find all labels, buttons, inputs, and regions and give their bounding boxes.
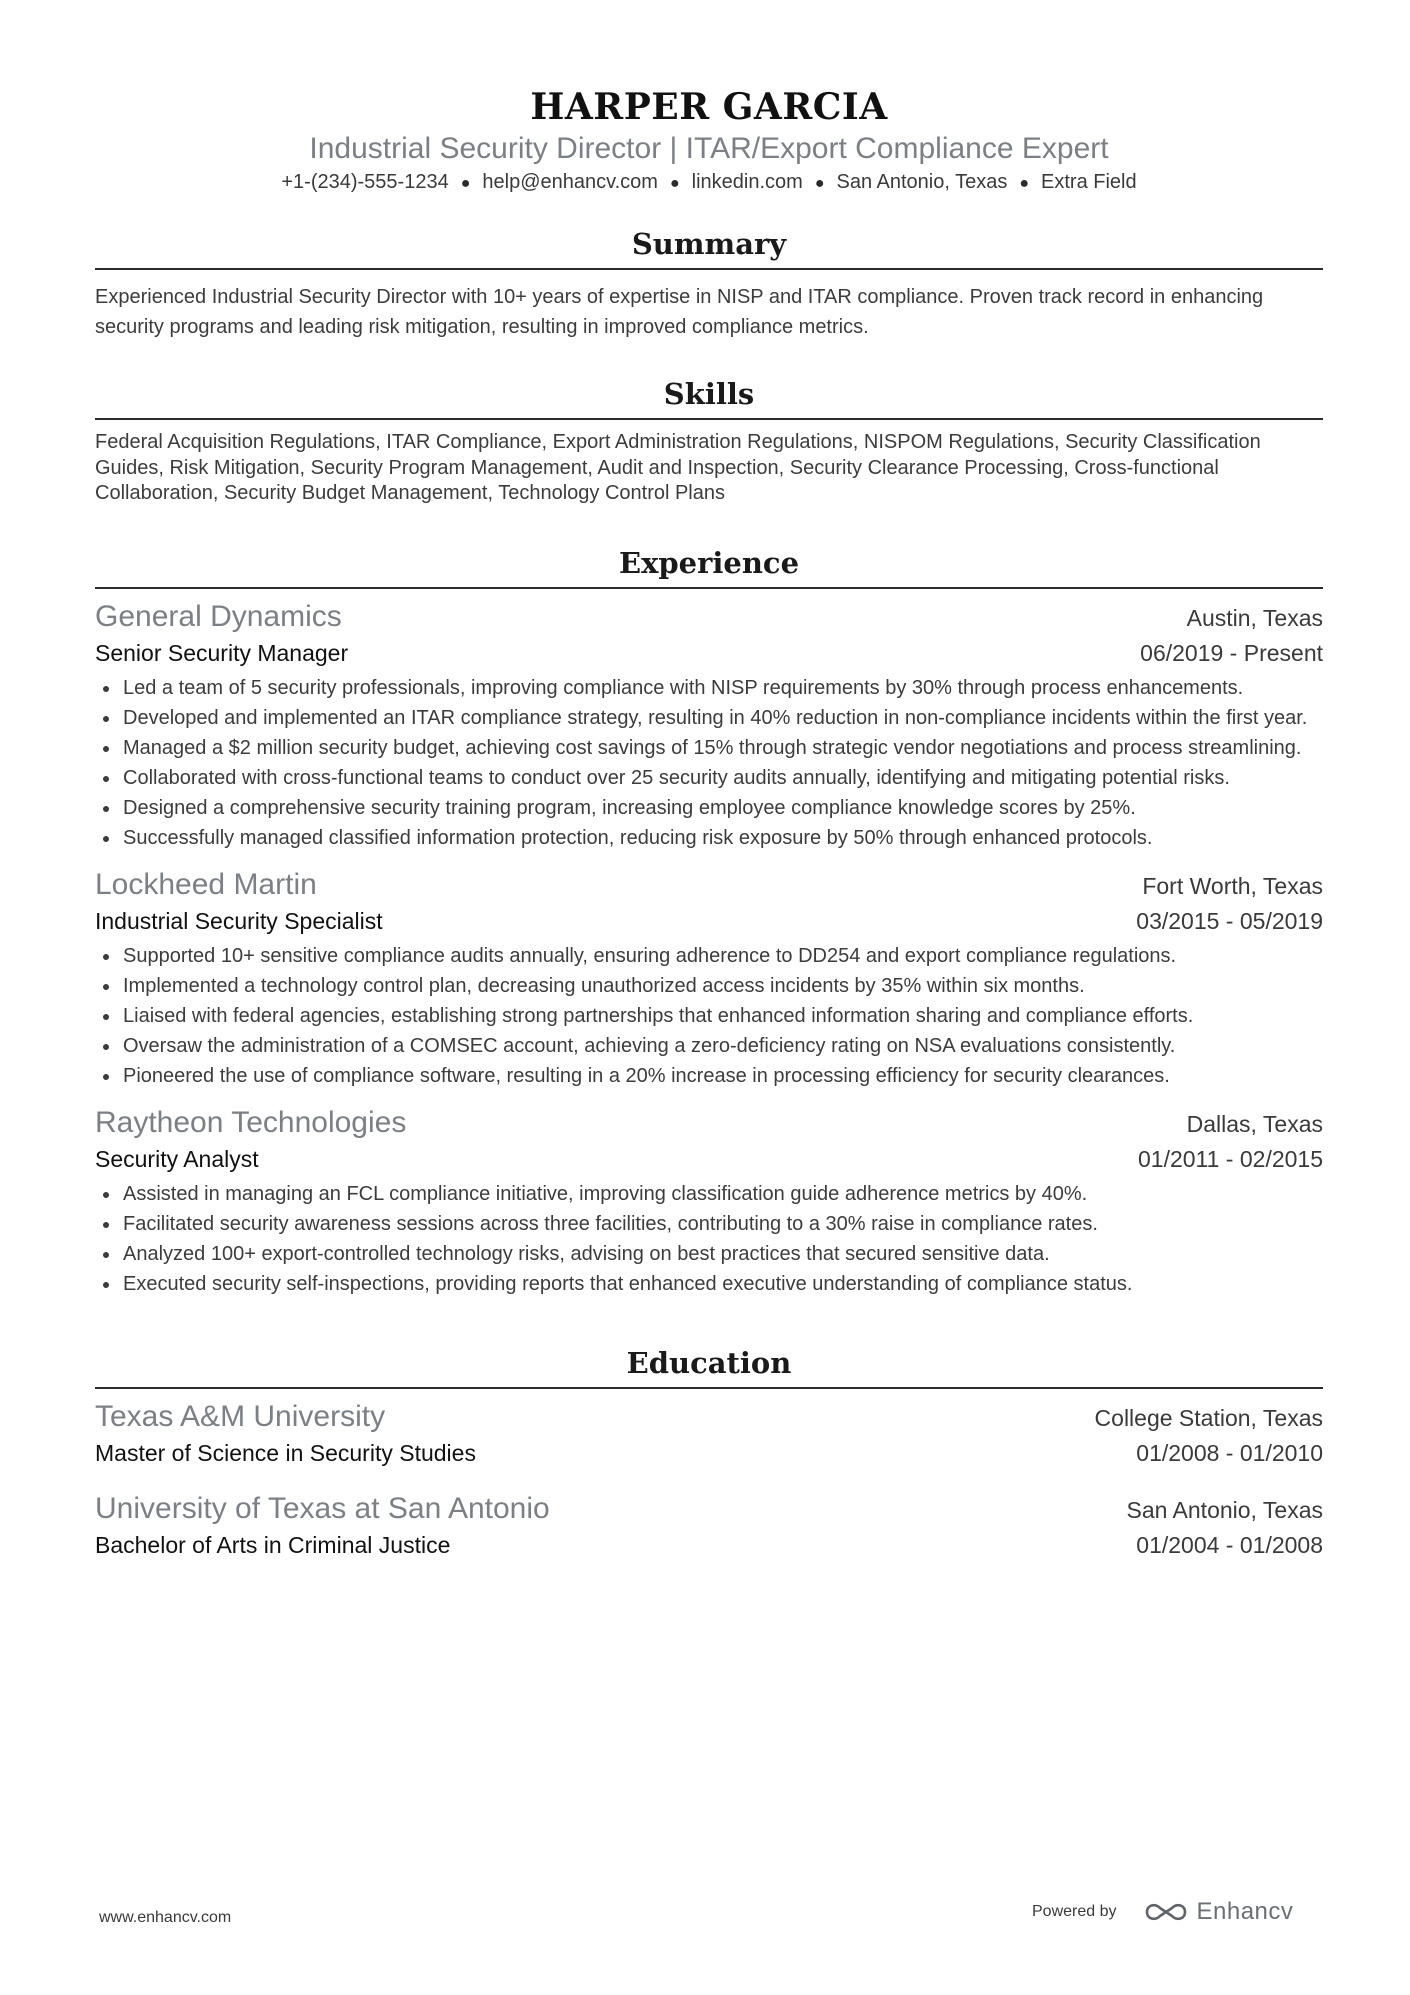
brand-name: Enhancv [1196, 1898, 1294, 1925]
resume-header [95, 0, 1323, 198]
bullet-separator-icon: ● [1019, 175, 1030, 192]
company-name: Lockheed Martin [95, 867, 317, 901]
entry-subheader-row [95, 637, 1323, 669]
job-location: Dallas, Texas [1186, 1110, 1323, 1137]
achievement-item: Managed a $2 million security budget, achieving cost savings of 15% through strategic vendor negotiations and process streamlining. [123, 733, 1323, 763]
degree-name: Master of Science in Security Studies [95, 1439, 476, 1466]
bullet-separator-icon: ● [460, 175, 471, 192]
contact-location: San Antonio, Texas [836, 171, 1008, 193]
company-name: Raytheon Technologies [95, 1105, 407, 1139]
contact-extra-field: Extra Field [1041, 171, 1137, 193]
achievement-item: Implemented a technology control plan, decreasing unauthorized access incidents by 35% within six months. [123, 971, 1323, 1001]
section-title-summary: Summary [631, 227, 787, 261]
job-dates: 06/2019 - Present [1140, 639, 1323, 666]
job-dates: 03/2015 - 05/2019 [1136, 907, 1323, 934]
education-entry [95, 1397, 1323, 1469]
achievement-list [95, 1179, 1323, 1299]
school-location: College Station, Texas [1094, 1404, 1323, 1431]
entry-header-row [95, 865, 1323, 905]
achievement-item: Developed and implemented an ITAR compliance strategy, resulting in 40% reduction in non-compliance incidents within the first year. [123, 703, 1323, 733]
achievement-item: Oversaw the administration of a COMSEC account, achieving a zero-deficiency rating on NSA evaluations consistently. [123, 1031, 1323, 1061]
education-dates: 01/2008 - 01/2010 [1136, 1439, 1323, 1466]
footer-branding [1032, 1898, 1293, 1926]
company-name: General Dynamics [95, 599, 342, 633]
experience-entry [95, 597, 1323, 853]
entry-subheader-row [95, 905, 1323, 937]
candidate-name: HARPER GARCIA [530, 86, 888, 128]
section-title-education: Education [626, 1345, 792, 1380]
achievement-list [95, 673, 1323, 853]
entry-header-row [95, 1397, 1323, 1437]
skills-text: Federal Acquisition Regulations, ITAR Compliance, Export Administration Regulations, NISPOM Regulations, Security Classification Guides, Risk Mitigation, Security Program Management, Audit and Inspection, Security Clearance Processing, Cross-functional Collaboration, Security Budget Management, Technology Control Plans [95, 431, 1261, 504]
school-location: San Antonio, Texas [1126, 1496, 1323, 1523]
entry-header-row [95, 1489, 1323, 1529]
achievement-item: Liaised with federal agencies, establishing strong partnerships that enhanced information sharing and compliance efforts. [123, 1001, 1323, 1031]
entry-subheader-row [95, 1143, 1323, 1175]
entry-header-row [95, 597, 1323, 637]
candidate-headline: Industrial Security Director | ITAR/Export Compliance Expert [309, 132, 1109, 165]
education-section [95, 1345, 1323, 1561]
job-title: Senior Security Manager [95, 639, 349, 666]
bullet-separator-icon: ● [669, 175, 680, 192]
experience-entry [95, 1103, 1323, 1299]
footer-website-link[interactable]: www.enhancv.com [99, 1909, 232, 1926]
experience-section [95, 545, 1323, 1299]
achievement-item: Supported 10+ sensitive compliance audits annually, ensuring adherence to DD254 and export compliance regulations. [123, 941, 1323, 971]
entry-subheader-row [95, 1437, 1323, 1469]
section-divider [95, 1387, 1323, 1389]
education-entry [95, 1489, 1323, 1561]
achievement-item: Executed security self-inspections, providing reports that enhanced executive understanding of compliance status. [123, 1269, 1323, 1299]
section-divider [95, 587, 1323, 589]
entry-header-row [95, 1103, 1323, 1143]
achievement-item: Designed a comprehensive security training program, increasing employee compliance knowledge scores by 25%. [123, 793, 1323, 823]
achievement-item: Successfully managed classified information protection, reducing risk exposure by 50% through enhanced protocols. [123, 823, 1323, 853]
achievement-item: Led a team of 5 security professionals, improving compliance with NISP requirements by 30% through process enhancements. [123, 673, 1323, 703]
contact-linkedin[interactable]: linkedin.com [691, 171, 803, 193]
job-dates: 01/2011 - 02/2015 [1137, 1145, 1323, 1172]
skills-section [95, 376, 1323, 507]
section-divider [95, 268, 1323, 270]
achievement-item: Assisted in managing an FCL compliance initiative, improving classification guide adherence metrics by 40%. [123, 1179, 1323, 1209]
school-name: University of Texas at San Antonio [95, 1491, 550, 1525]
contact-info [95, 168, 1323, 198]
contact-phone: +1-(234)-555-1234 [281, 171, 449, 193]
job-location: Austin, Texas [1186, 604, 1323, 631]
enhancv-logo-icon [1143, 1900, 1189, 1924]
resume-page [95, 0, 1323, 1561]
powered-by-label: Powered by [1032, 1903, 1117, 1920]
entry-subheader-row [95, 1529, 1323, 1561]
section-title-skills: Skills [663, 377, 755, 411]
summary-text: Experienced Industrial Security Director with 10+ years of expertise in NISP and ITAR compliance. Proven track record in enhancing security programs and leading risk mitigation, resulting in improved compliance metrics. [95, 286, 1264, 338]
job-location: Fort Worth, Texas [1142, 872, 1323, 899]
summary-section [95, 226, 1323, 342]
section-divider [95, 418, 1323, 420]
contact-email[interactable]: help@enhancv.com [482, 171, 658, 193]
job-title: Industrial Security Specialist [95, 907, 383, 934]
school-name: Texas A&M University [95, 1399, 386, 1433]
education-dates: 01/2004 - 01/2008 [1136, 1531, 1323, 1558]
bullet-separator-icon: ● [814, 175, 825, 192]
enhancv-brand-link[interactable] [1143, 1898, 1294, 1926]
achievement-item: Analyzed 100+ export-controlled technology risks, advising on best practices that secured sensitive data. [123, 1239, 1323, 1269]
achievement-item: Pioneered the use of compliance software, resulting in a 20% increase in processing efficiency for security clearances. [123, 1061, 1323, 1091]
achievement-list [95, 941, 1323, 1091]
section-title-experience: Experience [618, 545, 800, 580]
degree-name: Bachelor of Arts in Criminal Justice [95, 1531, 451, 1558]
achievement-item: Facilitated security awareness sessions across three facilities, contributing to a 30% raise in compliance rates. [123, 1209, 1323, 1239]
job-title: Security Analyst [95, 1145, 259, 1172]
achievement-item: Collaborated with cross-functional teams to conduct over 25 security audits annually, identifying and mitigating potential risks. [123, 763, 1323, 793]
experience-entry [95, 865, 1323, 1091]
